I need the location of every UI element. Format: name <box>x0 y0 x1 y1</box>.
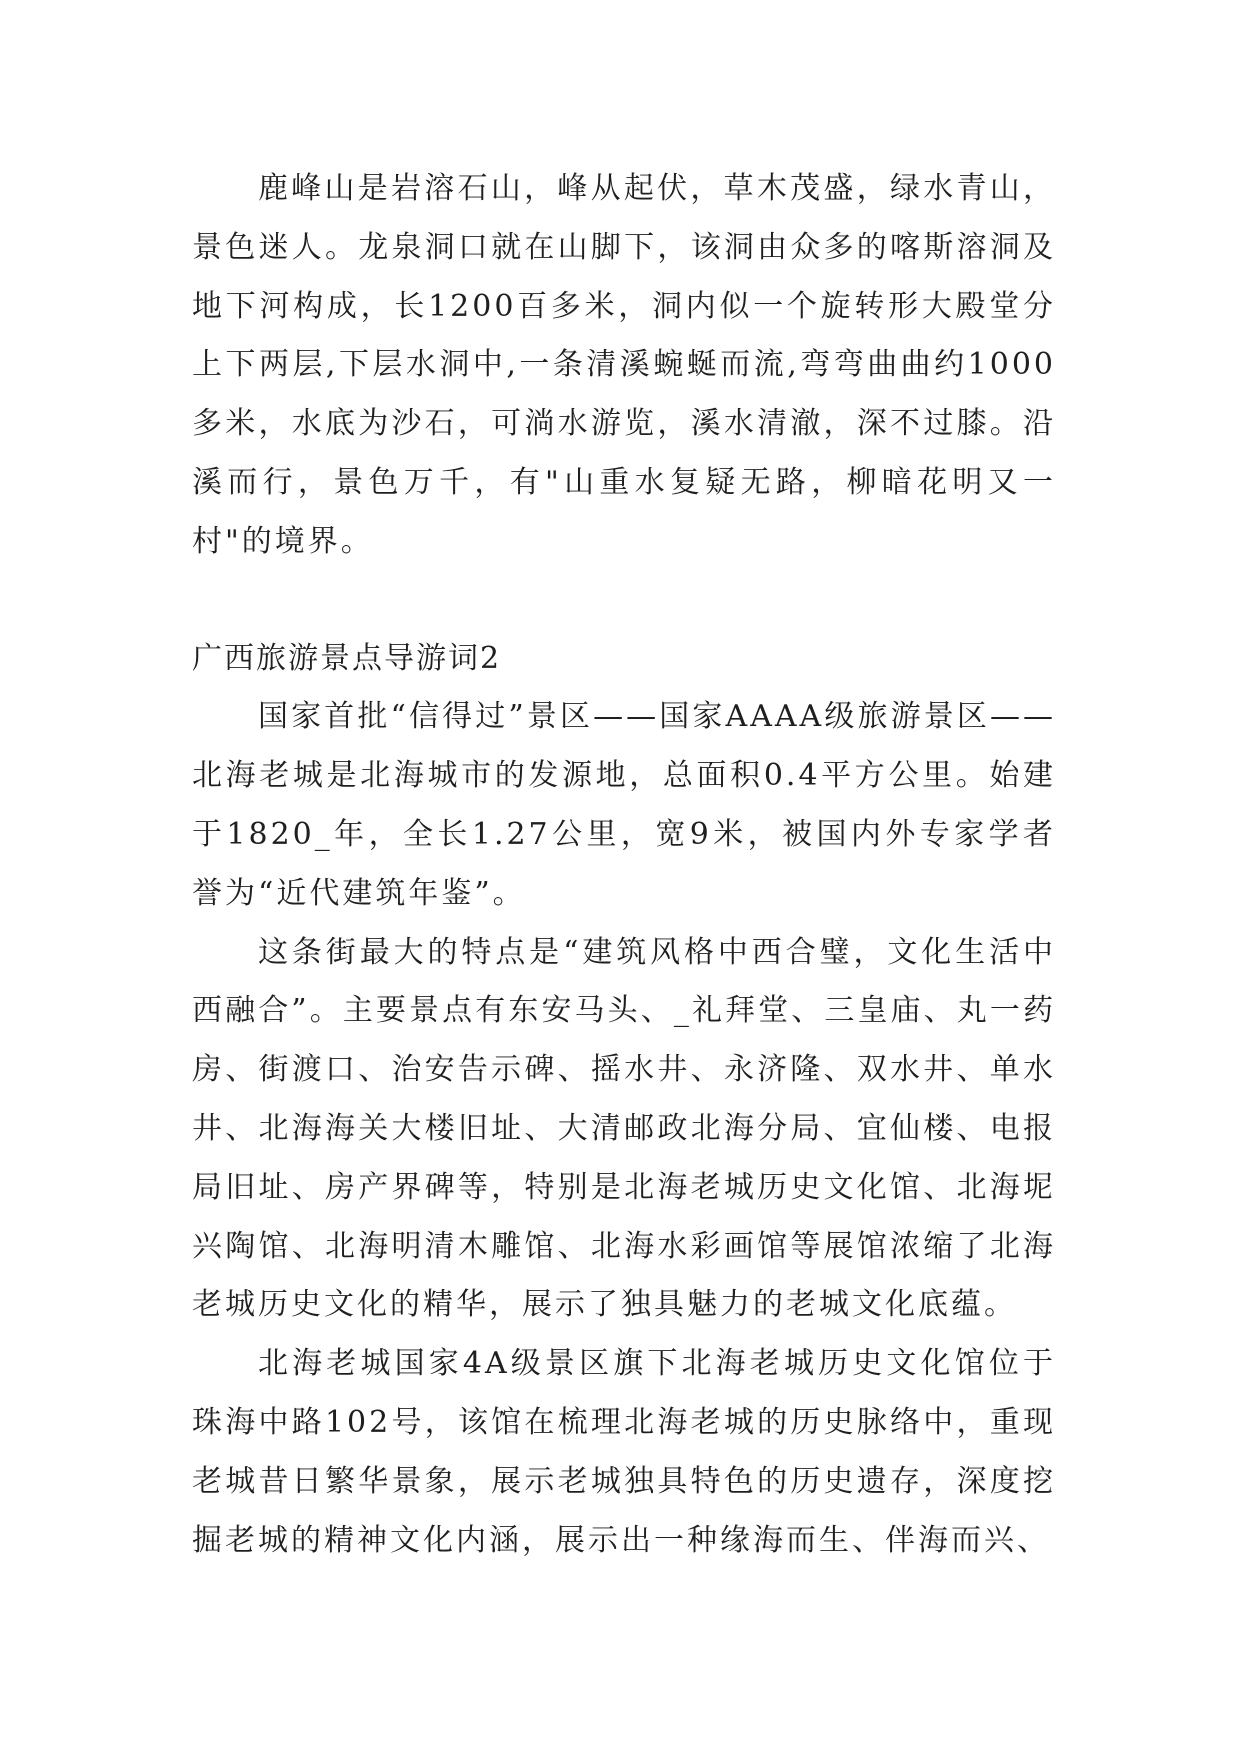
paragraph-history-museum: 北海老城国家4A级景区旗下北海老城历史文化馆位于珠海中路102号，该馆在梳理北海老城的历史脉络中，重现老城昔日繁华景象，展示老城独具特色的历史遗存，深度挖掘老城的精神文化内涵，展示出一种缘海而生、伴海而兴、 <box>192 1346 1056 1558</box>
document-body <box>192 160 1056 1570</box>
paragraph-lufeng-mountain: 鹿峰山是岩溶石山，峰从起伏，草木茂盛，绿水青山，景色迷人。龙泉洞口就在山脚下，该洞由众多的喀斯溶洞及地下河构成，长1200百多米，洞内似一个旋转形大殿堂分上下两层,下层水洞中,一条清溪蜿蜒而流,弯弯曲曲约1000多米，水底为沙石，可淌水游览，溪水清澈，深不过膝。沿溪而行，景色万千，有"山重水复疑无路，柳暗花明又一村"的境界。 <box>192 171 1056 559</box>
section-heading: 广西旅游景点导游词2 <box>192 640 502 676</box>
paragraph-street-features: 这条街最大的特点是“建筑风格中西合璧，文化生活中西融合”。主要景点有东安马头、_礼拜堂、三皇庙、丸一药房、街渡口、治安告示碑、摇水井、永济隆、双水井、单水井、北海海关大楼旧址、大清邮政北海分局、宜仙楼、电报局旧址、房产界碑等，特别是北海老城历史文化馆、北海坭兴陶馆、北海明清木雕馆、北海水彩画馆等展馆浓缩了北海老城历史文化的精华，展示了独具魅力的老城文化底蕴。 <box>192 934 1056 1323</box>
paragraph-beihai-old-town-intro: 国家首批“信得过”景区——国家AAAA级旅游景区——北海老城是北海城市的发源地，总面积0.4平方公里。始建于1820_年，全长1.27公里，宽9米，被国内外专家学者誉为“近代建筑年鉴”。 <box>192 699 1056 911</box>
